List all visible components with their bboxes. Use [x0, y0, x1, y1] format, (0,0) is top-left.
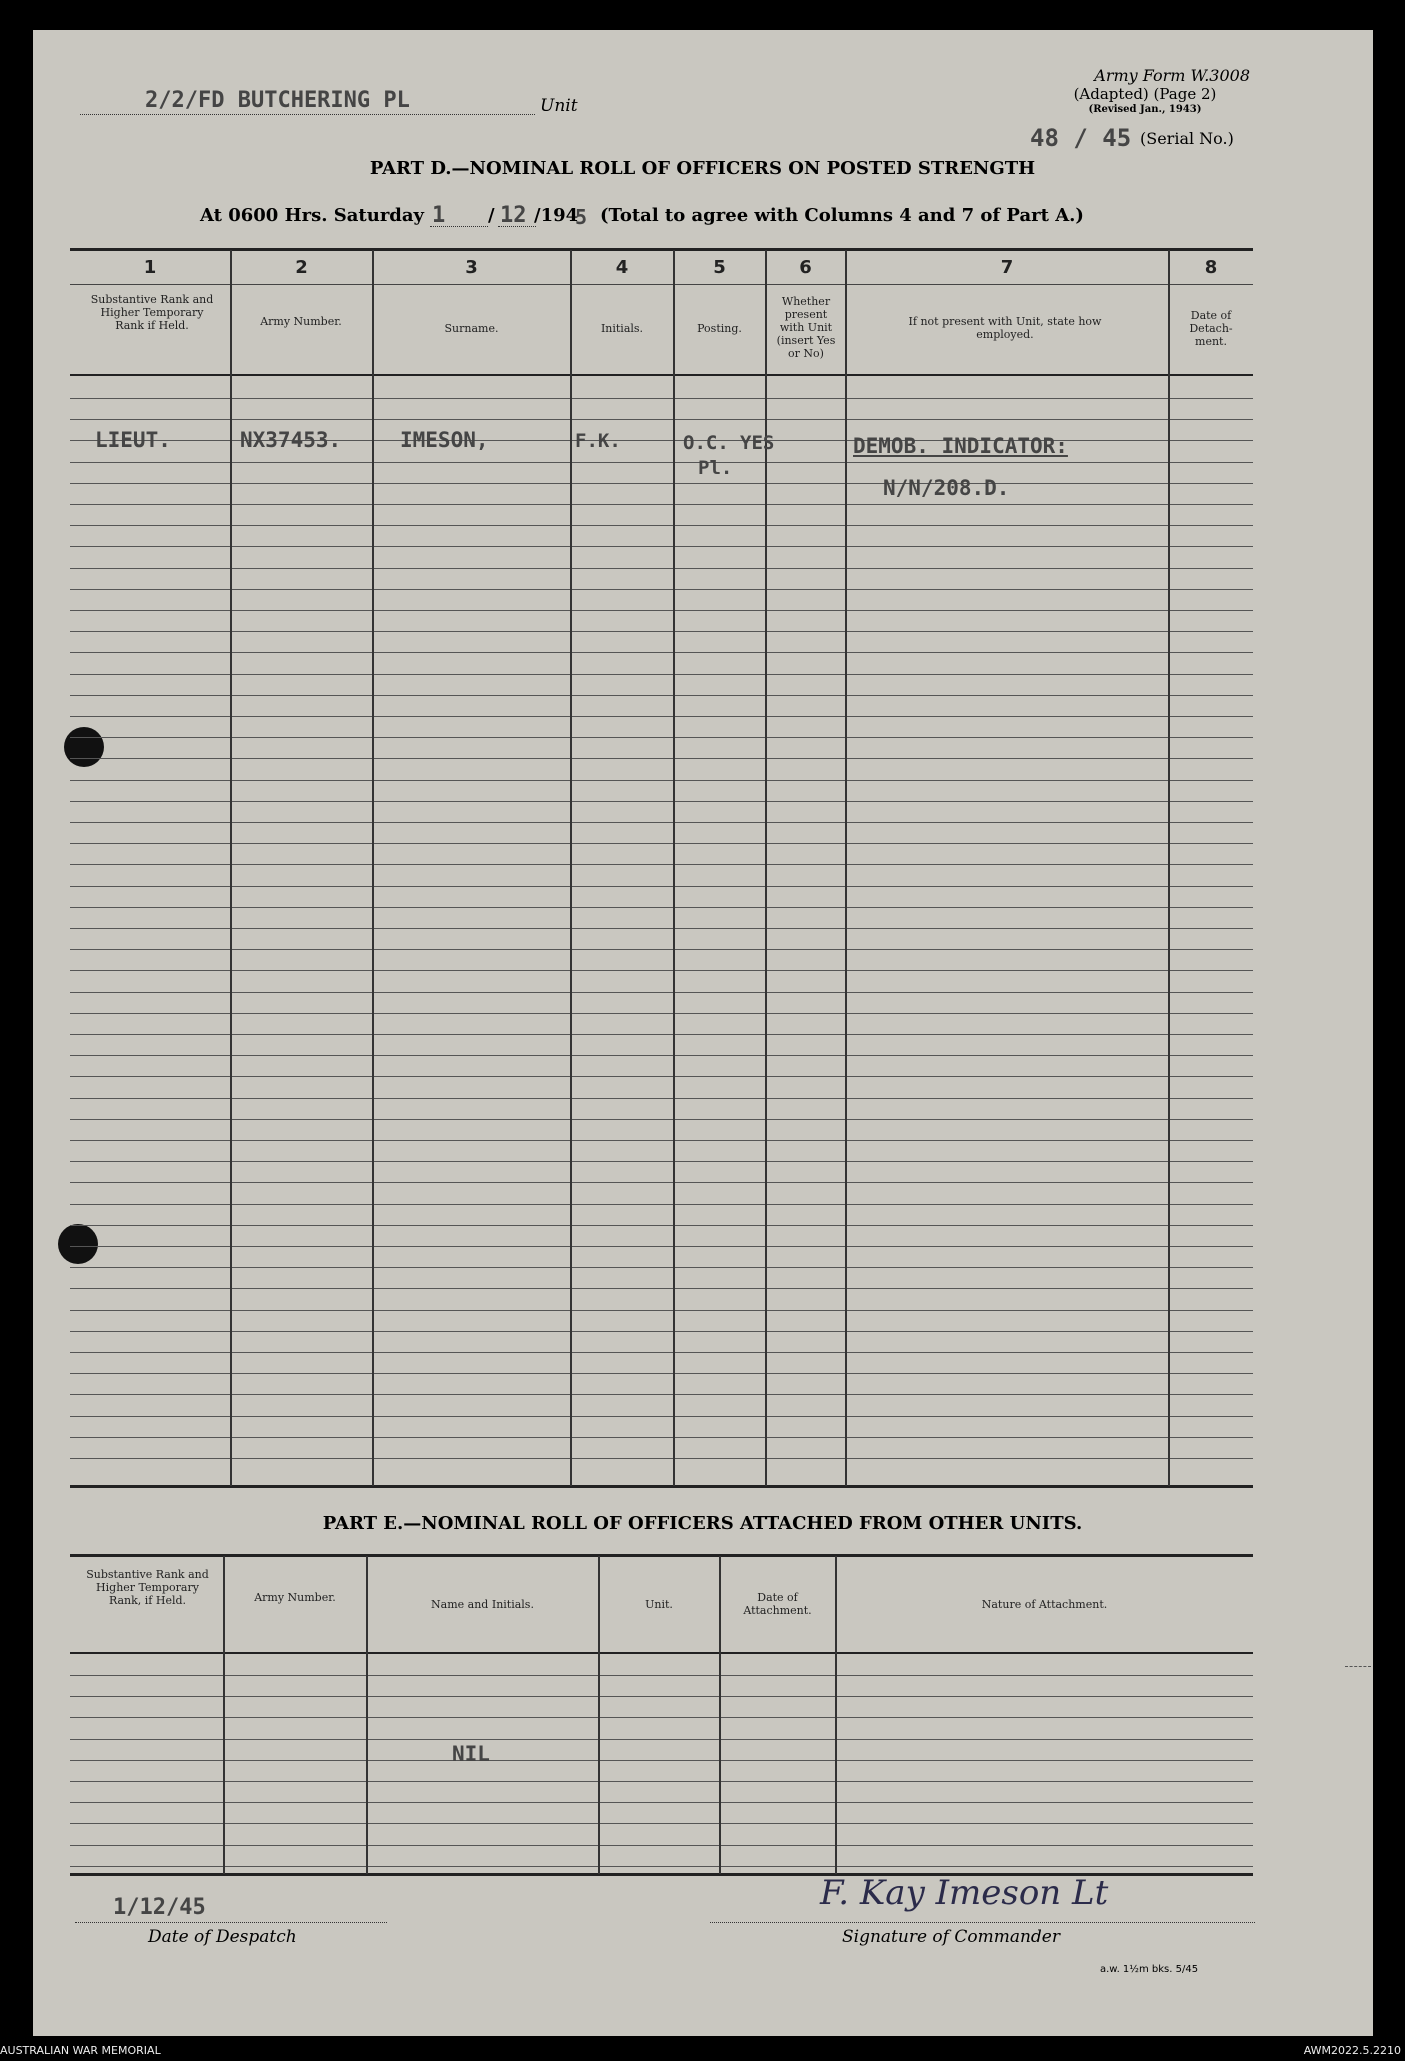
part-e-top-border [70, 1554, 1253, 1557]
col-num-8: 8 [1204, 257, 1218, 278]
part-d-number-row-border [70, 284, 1253, 285]
date-month: 12 [500, 203, 527, 228]
col-header-detachment: Date of Detach-ment. [1189, 309, 1233, 348]
part-e-ruled-line [70, 1845, 1253, 1846]
entry-posting-1: O.C. [683, 432, 729, 454]
part-d-ruled-line [70, 1246, 1253, 1247]
part-d-ruled-line [70, 970, 1253, 971]
col-header-army-number: Army Number. [260, 315, 342, 328]
entry-surname: IMESON, [400, 428, 489, 452]
part-d-ruled-line [70, 716, 1253, 717]
col-num-6: 6 [799, 257, 812, 278]
part-e-ruled-line [70, 1760, 1253, 1761]
part-d-ruled-line [70, 568, 1253, 569]
col-num-1: 1 [143, 257, 157, 278]
entry-army-number: NX37453. [240, 428, 342, 452]
col-header-initials: Initials. [600, 322, 644, 335]
date-year-typed: 5 [575, 205, 588, 229]
part-e-header-name: Name and Initials. [431, 1598, 534, 1611]
unit-value: 2/2/FD BUTCHERING PL [145, 88, 410, 113]
part-e-header-border [70, 1652, 1253, 1654]
part-d-date-prefix: At 0600 Hrs. Saturday [200, 205, 425, 226]
part-d-ruled-line [70, 419, 1253, 420]
part-e-ruled-line [70, 1823, 1253, 1824]
part-d-ruled-line [70, 631, 1253, 632]
part-e-header-rank: Substantive Rank and Higher Temporary Rank, if Held. [86, 1568, 209, 1607]
signature-label: Signature of Commander [842, 1927, 1060, 1947]
part-d-top-border [70, 248, 1253, 251]
date-year-printed: /194 [534, 205, 579, 226]
part-d-ruled-line [70, 1119, 1253, 1120]
col-header-present: Whether present with Unit (insert Yes or No) [776, 295, 836, 360]
part-d-ruled-line [70, 462, 1253, 463]
part-d-ruled-line [70, 1416, 1253, 1417]
part-d-ruled-line [70, 1140, 1253, 1141]
archive-label-right: AWM2022.5.2210 [1303, 2044, 1401, 2057]
date-slash: / [488, 205, 495, 226]
part-e-nil: NIL [452, 1742, 490, 1766]
unit-label: Unit [540, 96, 578, 116]
part-d-ruled-line [70, 610, 1253, 611]
part-d-ruled-line [70, 1373, 1253, 1374]
part-d-ruled-line [70, 589, 1253, 590]
part-e-ruled-line [70, 1802, 1253, 1803]
part-d-title: PART D.—NOMINAL ROLL OF OFFICERS ON POSTED STRENGTH [369, 158, 1036, 179]
col-num-5: 5 [713, 257, 726, 278]
part-d-ruled-line [70, 1352, 1253, 1353]
archive-label-left: AUSTRALIAN WAR MEMORIAL [0, 2044, 161, 2057]
serial-number: 48 / 45 [1030, 124, 1132, 152]
part-e-header-unit: Unit. [645, 1598, 673, 1611]
part-d-col-line-7 [1168, 250, 1170, 1486]
part-e-header-army-number: Army Number. [254, 1591, 336, 1604]
commander-signature: F. Kay Imeson Lt [820, 1873, 1109, 1913]
part-d-ruled-line [70, 695, 1253, 696]
part-d-col-line-4 [673, 250, 675, 1486]
part-d-ruled-line [70, 504, 1253, 505]
margin-dash-mark [1345, 1666, 1371, 1667]
part-d-ruled-line [70, 546, 1253, 547]
punch-hole-top [64, 727, 104, 767]
entry-employed-2: N/N/208.D. [883, 476, 1010, 500]
entry-rank: LIEUT. [95, 428, 171, 452]
part-e-ruled-line [70, 1781, 1253, 1782]
part-e-ruled-line [70, 1675, 1253, 1676]
part-d-ruled-line [70, 1267, 1253, 1268]
part-d-ruled-line [70, 843, 1253, 844]
part-d-header-border [70, 374, 1253, 376]
entry-present: YES [740, 432, 775, 454]
part-d-ruled-line [70, 822, 1253, 823]
part-d-ruled-line [70, 864, 1253, 865]
part-d-ruled-line [70, 907, 1253, 908]
part-e-ruled-line [70, 1717, 1253, 1718]
part-d-ruled-line [70, 1161, 1253, 1162]
col-num-2: 2 [295, 257, 308, 278]
part-d-ruled-line [70, 1225, 1253, 1226]
col-header-rank: Substantive Rank and Higher Temporary Rank if Held. [90, 293, 214, 332]
part-d-col-line-2 [372, 250, 374, 1486]
part-d-bottom-border [70, 1485, 1253, 1488]
col-num-3: 3 [465, 257, 478, 278]
entry-posting-2: Pl. [698, 457, 733, 479]
part-d-ruled-line [70, 1098, 1253, 1099]
col-header-employed: If not present with Unit, state how employed. [908, 315, 1102, 341]
despatch-dotline [75, 1922, 387, 1923]
part-d-col-line-1 [230, 250, 232, 1486]
part-d-ruled-line [70, 1437, 1253, 1438]
part-e-ruled-line [70, 1739, 1253, 1740]
part-d-ruled-line [70, 737, 1253, 738]
col-header-surname: Surname. [444, 322, 499, 335]
part-d-ruled-line [70, 1458, 1253, 1459]
form-number: Army Form W.3008 [1094, 66, 1250, 85]
part-d-ruled-line [70, 928, 1253, 929]
part-d-ruled-line [70, 398, 1253, 399]
part-d-ruled-line [70, 1331, 1253, 1332]
col-header-posting: Posting. [697, 322, 742, 335]
entry-initials: F.K. [575, 430, 621, 452]
col-num-4: 4 [615, 257, 629, 278]
part-d-ruled-line [70, 1076, 1253, 1077]
part-e-header-nature: Nature of Attachment. [981, 1598, 1108, 1611]
print-code: a.w. 1½m bks. 5/45 [1100, 1964, 1199, 1975]
part-e-col-line-4 [719, 1556, 721, 1874]
part-d-ruled-line [70, 1182, 1253, 1183]
part-d-ruled-line [70, 780, 1253, 781]
part-d-ruled-line [70, 758, 1253, 759]
part-d-ruled-line [70, 1310, 1253, 1311]
col-num-7: 7 [1000, 257, 1014, 278]
part-d-ruled-line [70, 674, 1253, 675]
part-e-ruled-line [70, 1866, 1253, 1867]
part-e-header-date: Date of Attachment. [743, 1591, 812, 1617]
date-day: 1 [432, 203, 446, 228]
part-d-ruled-line [70, 1288, 1253, 1289]
part-e-ruled-line [70, 1696, 1253, 1697]
part-d-ruled-line [70, 525, 1253, 526]
part-d-ruled-line [70, 652, 1253, 653]
part-d-ruled-line [70, 1204, 1253, 1205]
date-suffix: (Total to agree with Columns 4 and 7 of Part A.) [600, 205, 1084, 226]
entry-employed-1: DEMOB. INDICATOR: [853, 434, 1068, 458]
part-d-ruled-line [70, 801, 1253, 802]
part-d-ruled-line [70, 483, 1253, 484]
unit-dotline [80, 114, 535, 115]
serial-label: (Serial No.) [1140, 129, 1234, 148]
part-d-ruled-line [70, 886, 1253, 887]
despatch-date: 1/12/45 [113, 1895, 206, 1920]
part-e-title: PART E.—NOMINAL ROLL OF OFFICERS ATTACHED FROM OTHER UNITS. [322, 1513, 1083, 1534]
signature-dotline [710, 1922, 1255, 1923]
part-e-col-line-1 [223, 1556, 225, 1874]
part-d-col-line-3 [570, 250, 572, 1486]
despatch-label: Date of Despatch [148, 1927, 297, 1947]
part-d-ruled-line [70, 992, 1253, 993]
part-d-ruled-line [70, 1013, 1253, 1014]
part-d-ruled-line [70, 1034, 1253, 1035]
part-d-ruled-line [70, 1394, 1253, 1395]
form-adapted: (Adapted) (Page 2) [1073, 85, 1217, 103]
form-revised: (Revised Jan., 1943) [1088, 104, 1202, 115]
punch-hole-bottom [58, 1224, 98, 1264]
part-d-col-line-6 [845, 250, 847, 1486]
part-d-ruled-line [70, 1055, 1253, 1056]
part-d-ruled-line [70, 949, 1253, 950]
